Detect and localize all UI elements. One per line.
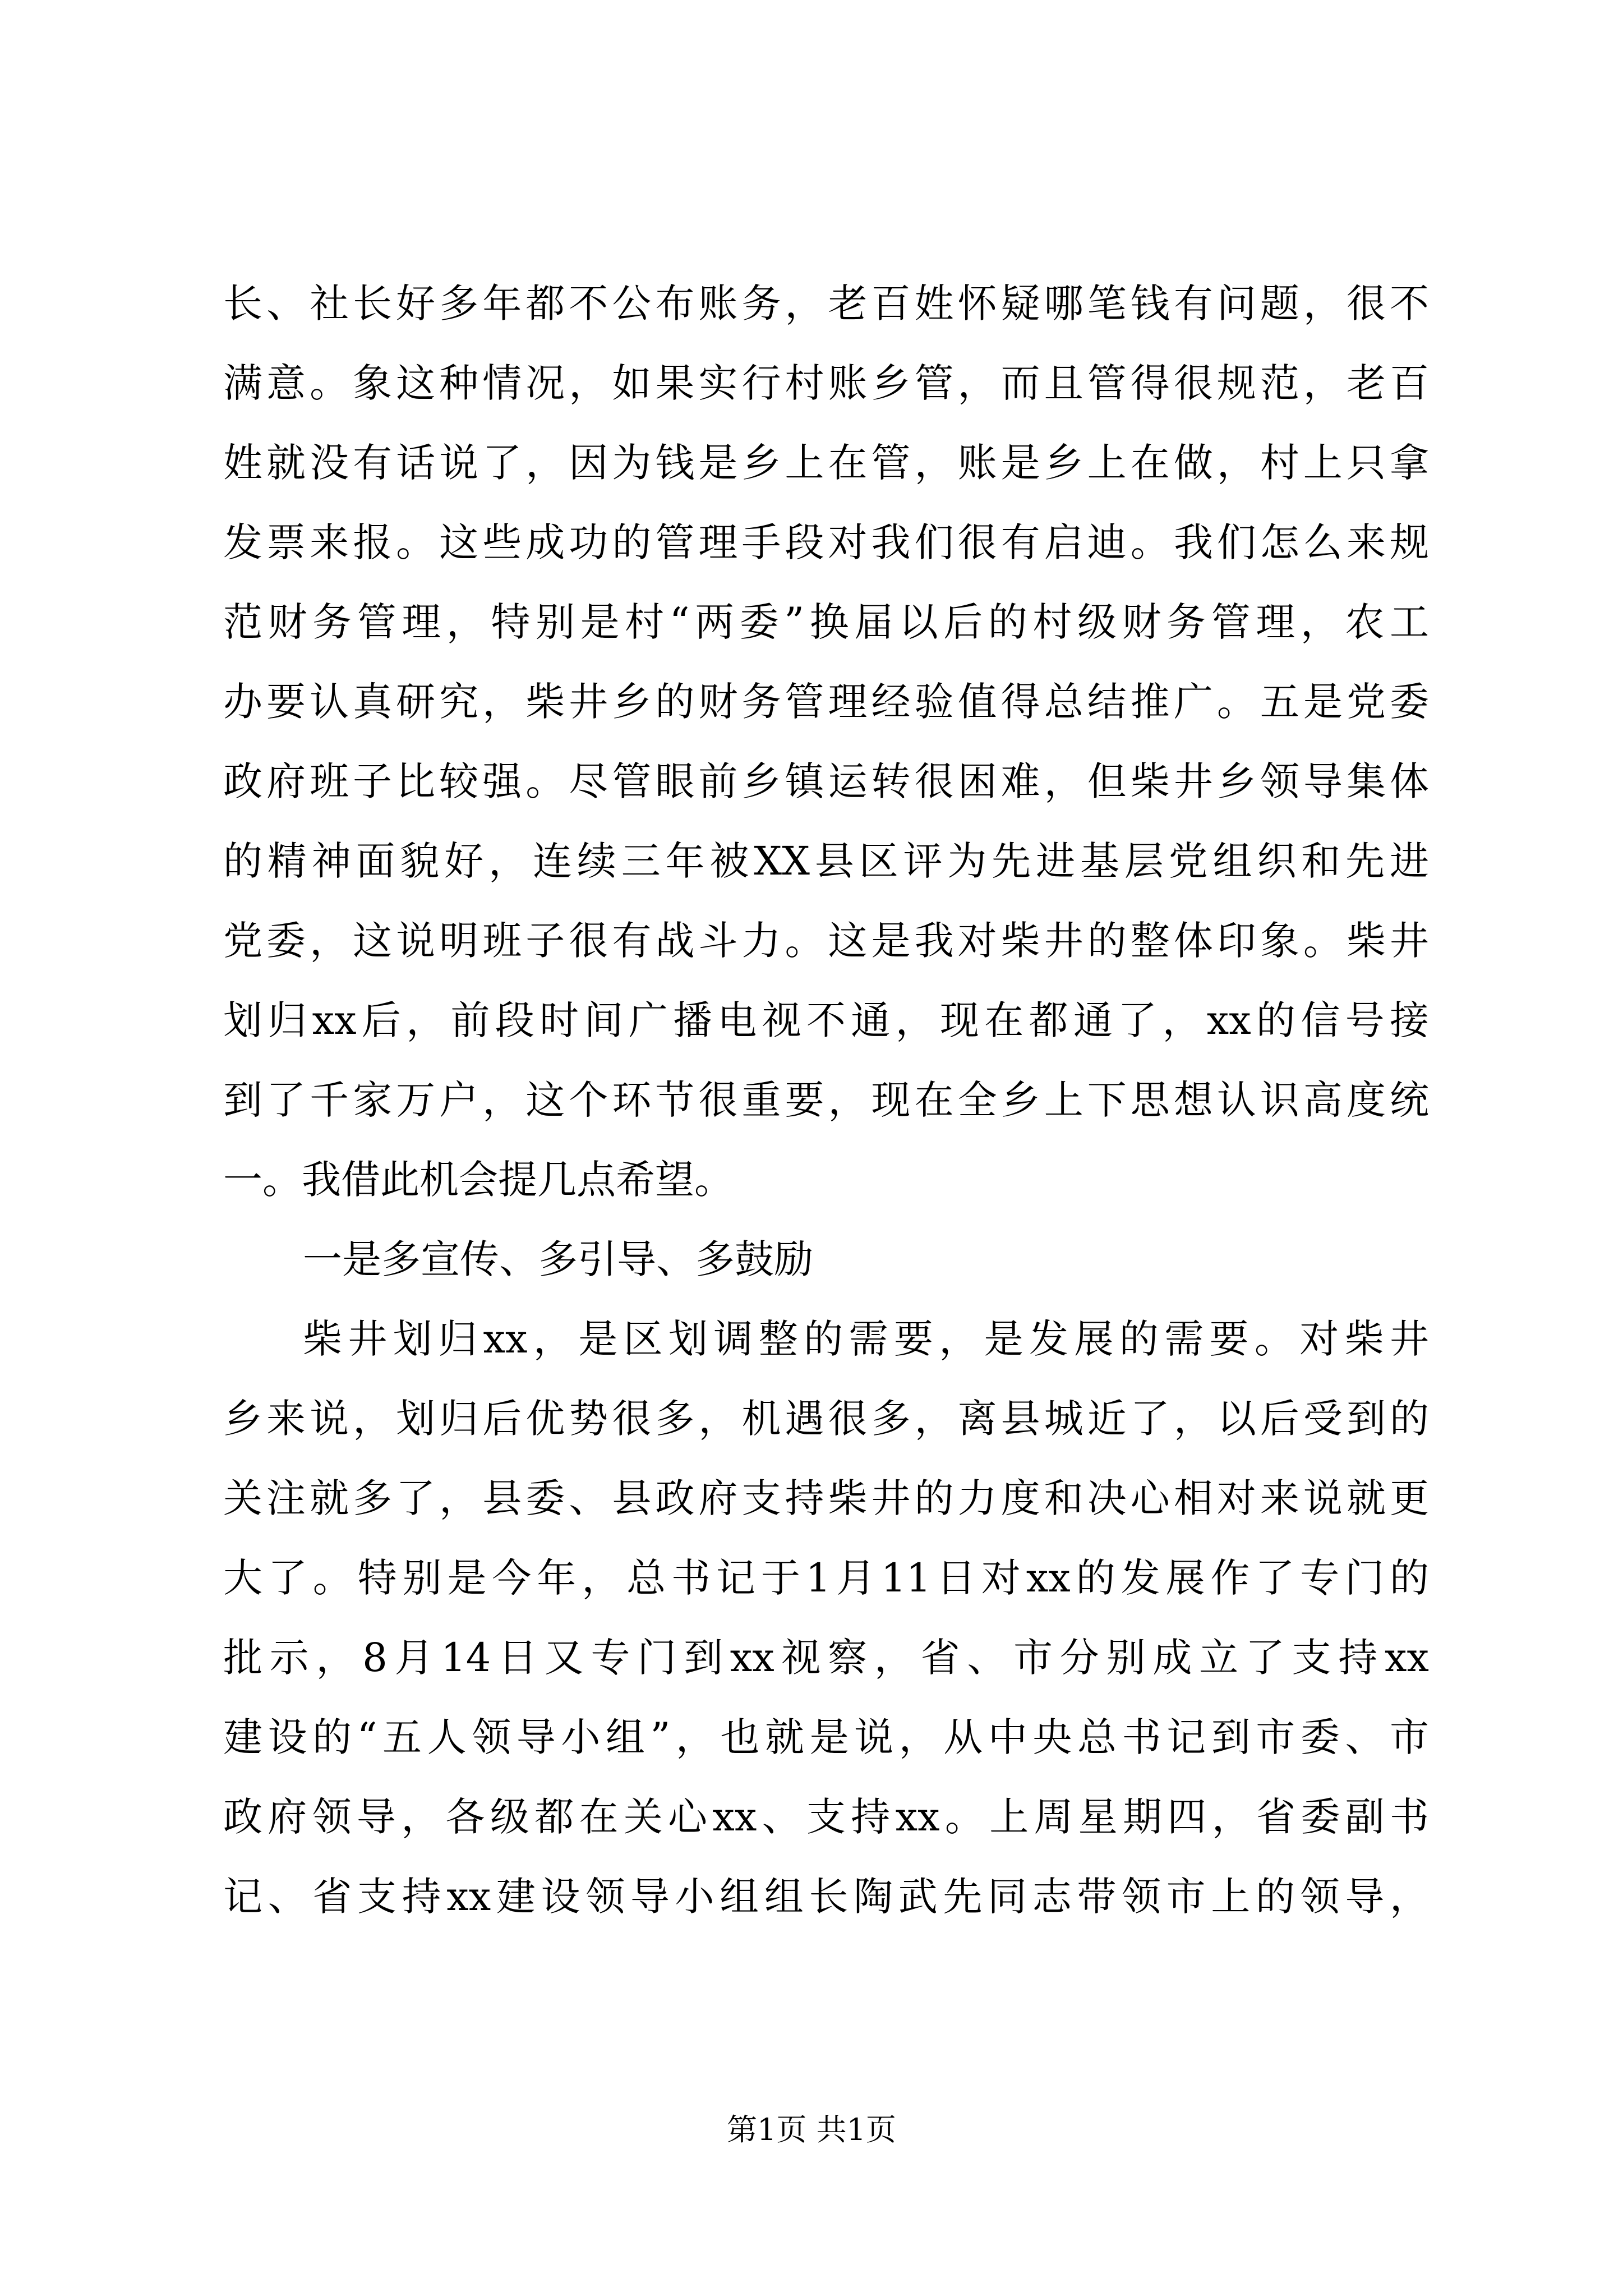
text-line-3: 姓就没有话说了，因为钱是乡上在管，账是乡上在做，村上只拿 (223, 440, 1429, 486)
text-line-12: 一。我借此机会提几点希望。 (223, 1157, 734, 1203)
document-body (223, 264, 1429, 1936)
text-line-18: 批示，8月14日又专门到xx视察，省、市分别成立了支持xx (223, 1635, 1429, 1681)
text-line-10: 划归xx后，前段时间广播电视不通，现在都通了，xx的信号接 (223, 997, 1429, 1043)
text-line-9: 党委，这说明班子很有战斗力。这是我对柴井的整体印象。柴井 (223, 918, 1429, 964)
text-line-2: 满意。象这种情况，如果实行村账乡管，而且管得很规范，老百 (223, 360, 1429, 406)
text-line-14: 柴井划归xx，是区划调整的需要，是发展的需要。对柴井 (303, 1316, 1429, 1362)
text-line-1: 长、社长好多年都不公布账务，老百姓怀疑哪笔钱有问题，很不 (223, 280, 1429, 326)
text-line-6: 办要认真研究，柴井乡的财务管理经验值得总结推广。五是党委 (223, 679, 1429, 725)
section-heading: 一是多宣传、多引导、多鼓励 (303, 1236, 813, 1282)
text-line-16: 关注就多了，县委、县政府支持柴井的力度和决心相对来说就更 (223, 1475, 1429, 1521)
text-line-19: 建设的“五人领导小组”，也就是说，从中央总书记到市委、市 (223, 1714, 1429, 1760)
text-line-5: 范财务管理，特别是村“两委”换届以后的村级财务管理，农工 (223, 599, 1429, 645)
text-line-4: 发票来报。这些成功的管理手段对我们很有启迪。我们怎么来规 (223, 519, 1429, 565)
text-line-21: 记、省支持xx建设领导小组组长陶武先同志带领市上的领导， (223, 1874, 1429, 1920)
text-line-17: 大了。特别是今年，总书记于1月11日对xx的发展作了专门的 (223, 1555, 1429, 1601)
text-line-20: 政府领导，各级都在关心xx、支持xx。上周星期四，省委副书 (223, 1794, 1429, 1840)
text-line-11: 到了千家万户，这个环节很重要，现在全乡上下思想认识高度统 (223, 1077, 1429, 1123)
text-line-8: 的精神面貌好，连续三年被XX县区评为先进基层党组织和先进 (223, 838, 1429, 884)
text-line-7: 政府班子比较强。尽管眼前乡镇运转很困难，但柴井乡领导集体 (223, 758, 1429, 804)
page-number-footer: 第1页 共1页 (727, 2112, 896, 2147)
text-line-15: 乡来说，划归后优势很多，机遇很多，离县城近了，以后受到的 (223, 1396, 1429, 1442)
